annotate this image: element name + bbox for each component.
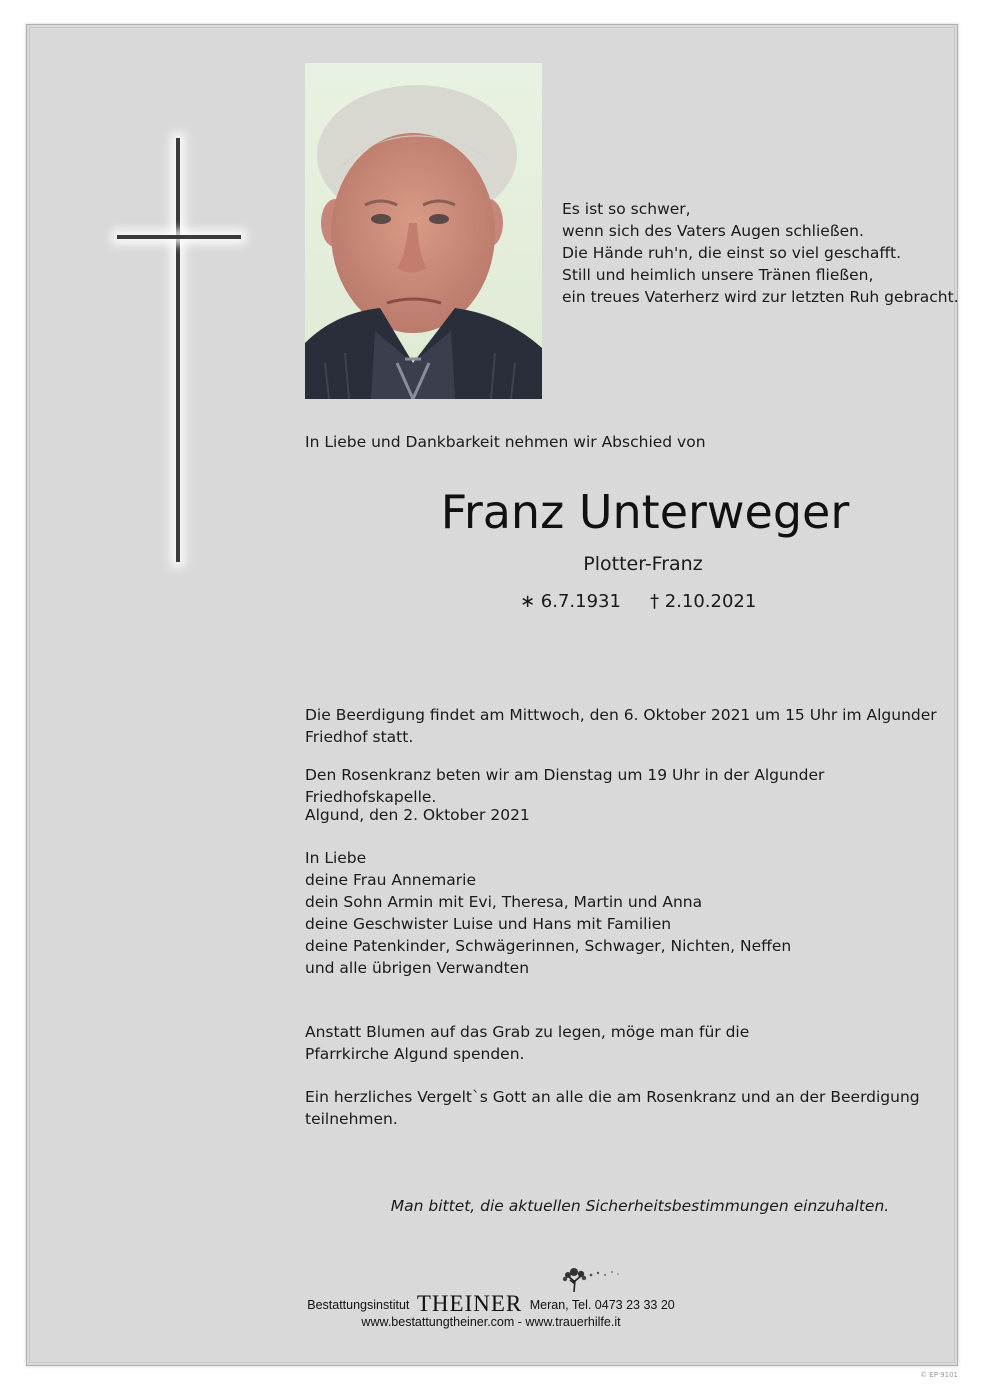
poem	[562, 198, 959, 308]
footer-websites[interactable]: www.bestattungtheiner.com - www.trauerhilfe.it	[361, 1315, 621, 1329]
family-line: und alle übrigen Verwandten	[305, 959, 530, 977]
cross-icon-horizontal	[117, 235, 241, 239]
poem-line: wenn sich des Vaters Augen schließen.	[562, 222, 864, 240]
cross-icon-vertical	[176, 138, 180, 562]
poem-line: ein treues Vaterherz wird zur letzten Ruh gebracht.	[562, 288, 959, 306]
poem-line: Es ist so schwer,	[562, 200, 691, 218]
birth-date: ∗ 6.7.1931	[520, 591, 621, 612]
rosary-info: Den Rosenkranz beten wir am Dienstag um 19 Uhr in der Algunder Friedhofskapelle.	[305, 766, 825, 806]
deceased-nickname: Plotter-Franz	[583, 553, 703, 575]
footer-contact: Meran, Tel. 0473 23 33 20	[529, 1298, 675, 1312]
footer-prefix: Bestattungsinstitut	[307, 1298, 410, 1312]
family-line: deine Frau Annemarie	[305, 871, 476, 889]
family-line: dein Sohn Armin mit Evi, Theresa, Martin und Anna	[305, 893, 703, 911]
thanks-note: Ein herzliches Vergelt`s Gott an alle die am Rosenkranz und an der Beerdigung teilnehmen.	[305, 1088, 920, 1128]
place-date: Algund, den 2. Oktober 2021	[305, 806, 530, 824]
funeral-home-line	[0, 1293, 982, 1316]
family-list	[305, 847, 791, 979]
poem-line: Still und heimlich unsere Tränen fließen,	[562, 266, 874, 284]
intro-text: In Liebe und Dankbarkeit nehmen wir Abschied von	[305, 433, 706, 451]
poem-line: Die Hände ruh'n, die einst so viel geschafft.	[562, 244, 902, 262]
deceased-name: Franz Unterweger	[440, 485, 850, 539]
funeral-info: Die Beerdigung findet am Mittwoch, den 6. Oktober 2021 um 15 Uhr im Algunder Friedhof statt.	[305, 706, 937, 746]
donation-note: Anstatt Blumen auf das Grab zu legen, möge man für die Pfarrkirche Algund spenden.	[305, 1023, 750, 1063]
funeral-home-brand: THEINER	[416, 1291, 523, 1316]
safety-notice: Man bittet, die aktuellen Sicherheitsbestimmungen einzuhalten.	[390, 1197, 890, 1215]
portrait-photo	[305, 63, 542, 399]
tree-logo-icon	[558, 1266, 622, 1292]
portrait-illustration	[305, 63, 542, 399]
family-line: deine Patenkinder, Schwägerinnen, Schwager, Nichten, Neffen	[305, 937, 792, 955]
death-date: † 2.10.2021	[650, 591, 757, 612]
family-line: In Liebe	[305, 849, 367, 867]
watermark: © EP 9101	[920, 1371, 958, 1379]
family-line: deine Geschwister Luise und Hans mit Familien	[305, 915, 672, 933]
